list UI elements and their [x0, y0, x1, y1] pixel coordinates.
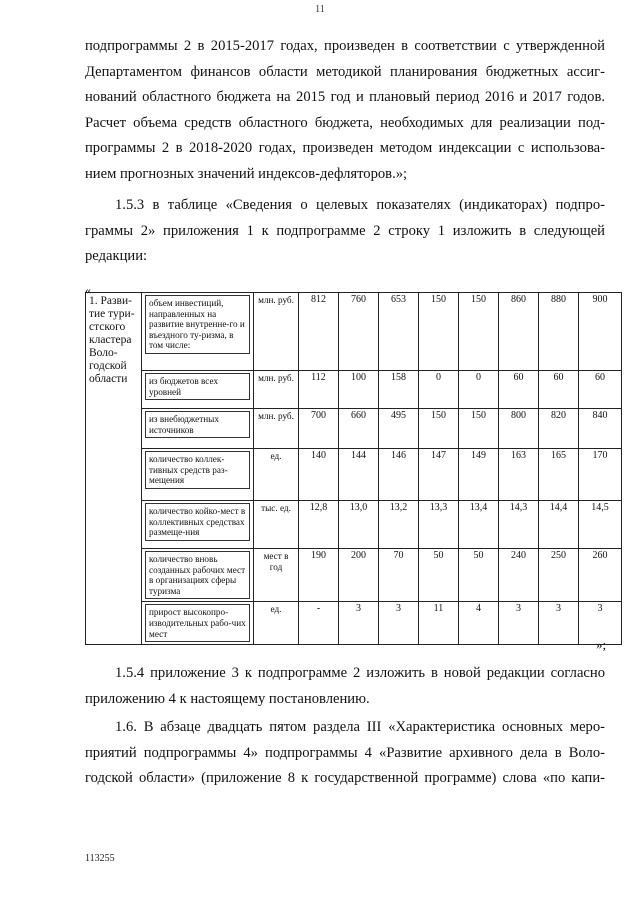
indicator-name: объем инвестиций, направленных на развитие внутренне-го и въездного ту-ризма, в том числе: — [145, 295, 250, 354]
table-row — [86, 293, 622, 371]
value-cell: 653 — [379, 293, 419, 371]
value-cell: 860 — [499, 293, 539, 371]
value-cell: 13,4 — [459, 501, 499, 549]
value-cell: - — [299, 602, 339, 645]
unit-cell: тыс. ед. — [254, 501, 299, 549]
text-line: нований областного бюджета на 2015 год и плановый период 2016 и 2017 годов. — [85, 89, 605, 105]
value-cell: 144 — [339, 449, 379, 501]
value-cell: 660 — [339, 409, 379, 449]
indicator-name-cell — [142, 293, 254, 371]
value-cell: 200 — [339, 549, 379, 602]
text-line: 1.5.4 приложение 3 к подпрограмме 2 изложить в новой редакции согласно — [115, 665, 605, 681]
value-cell: 0 — [419, 371, 459, 409]
text-line: годской области» (приложение 8 к государственной программе) слова «по капи- — [85, 770, 605, 786]
paragraph-funding-method — [85, 34, 605, 187]
text-line: граммы 2» приложения 1 к подпрограмме 2 строку 1 изложить в следующей — [85, 222, 605, 239]
value-cell: 149 — [459, 449, 499, 501]
value-cell: 900 — [579, 293, 622, 371]
value-cell: 165 — [539, 449, 579, 501]
value-cell: 60 — [539, 371, 579, 409]
value-cell: 12,8 — [299, 501, 339, 549]
value-cell: 190 — [299, 549, 339, 602]
value-cell: 150 — [419, 293, 459, 371]
table-open-quote: « — [85, 283, 91, 297]
text-line: 1.6. В абзаце двадцать пятом раздела III «Характеристика основных меро- — [115, 719, 605, 735]
value-cell: 170 — [579, 449, 622, 501]
value-cell: 260 — [579, 549, 622, 602]
text-line: редакции: — [85, 248, 148, 264]
value-cell: 112 — [299, 371, 339, 409]
value-cell: 100 — [339, 371, 379, 409]
paragraph-1-6 — [85, 715, 605, 792]
value-cell: 800 — [499, 409, 539, 449]
value-cell: 820 — [539, 409, 579, 449]
value-cell: 140 — [299, 449, 339, 501]
indicator-name-cell — [142, 371, 254, 409]
indicator-name-cell — [142, 549, 254, 602]
unit-cell: ед. — [254, 449, 299, 501]
value-cell: 50 — [459, 549, 499, 602]
region-label: 1. Разви-тие тури-стского кластера Воло-годской области — [89, 295, 135, 385]
value-cell: 147 — [419, 449, 459, 501]
table-row — [86, 449, 622, 501]
value-cell: 760 — [339, 293, 379, 371]
unit-cell: млн. руб. — [254, 409, 299, 449]
value-cell: 60 — [499, 371, 539, 409]
value-cell: 3 — [379, 602, 419, 645]
value-cell: 4 — [459, 602, 499, 645]
value-cell: 150 — [459, 409, 499, 449]
value-cell: 240 — [499, 549, 539, 602]
value-cell: 840 — [579, 409, 622, 449]
document-code: 113255 — [85, 853, 115, 864]
text-line: подпрограммы 2 в 2015-2017 годах, произведен в соответствии с утвержденной — [85, 38, 605, 54]
value-cell: 150 — [459, 293, 499, 371]
value-cell: 700 — [299, 409, 339, 449]
text-line: нием прогнозных значений индексов-дефляторов.»; — [85, 165, 408, 182]
indicator-name: из внебюджетных источников — [145, 411, 250, 438]
indicator-name-cell — [142, 501, 254, 549]
indicator-name: количество койко-мест в коллективных средствах размеще-ния — [145, 503, 250, 541]
value-cell: 13,3 — [419, 501, 459, 549]
value-cell: 60 — [579, 371, 622, 409]
unit-cell: млн. руб. — [254, 293, 299, 371]
text-line: приложению 4 к настоящему постановлению. — [85, 690, 370, 707]
value-cell: 163 — [499, 449, 539, 501]
paragraph-1-5-3 — [85, 193, 605, 270]
value-cell: 14,5 — [579, 501, 622, 549]
value-cell: 70 — [379, 549, 419, 602]
text-line: Расчет объема средств областного бюджета, необходимых для реализации под- — [85, 114, 605, 131]
page-number: 11 — [315, 4, 325, 15]
table-row — [86, 549, 622, 602]
text-line: приятий подпрограммы 4» подпрограммы 4 «Развитие архивного дела в Воло- — [85, 744, 605, 761]
value-cell: 14,3 — [499, 501, 539, 549]
text-line: Департаментом финансов области методикой планирования бюджетных ассиг- — [85, 63, 605, 80]
value-cell: 0 — [459, 371, 499, 409]
table-closing-mark: »; — [596, 637, 607, 652]
indicator-name: из бюджетов всех уровней — [145, 373, 250, 400]
value-cell: 14,4 — [539, 501, 579, 549]
target-indicators-table — [85, 292, 622, 645]
indicator-name: количество вновь созданных рабочих мест в организациях сферы туризма — [145, 551, 250, 599]
indicator-name: количество коллек-тивных средств раз-мещения — [145, 451, 250, 489]
value-cell: 13,0 — [339, 501, 379, 549]
text-line: программы 2 в 2018-2020 годах, произведен методом индексации с использова- — [85, 140, 605, 156]
value-cell: 50 — [419, 549, 459, 602]
value-cell: 3 — [539, 602, 579, 645]
region-cell — [86, 293, 142, 645]
unit-cell: млн. руб. — [254, 371, 299, 409]
table-row — [86, 602, 622, 645]
table-row — [86, 409, 622, 449]
paragraph-1-5-4 — [85, 661, 605, 712]
value-cell: 13,2 — [379, 501, 419, 549]
indicator-name-cell — [142, 449, 254, 501]
value-cell: 3 — [579, 602, 622, 645]
unit-cell: мест в год — [254, 549, 299, 602]
value-cell: 3 — [339, 602, 379, 645]
value-cell: 250 — [539, 549, 579, 602]
value-cell: 880 — [539, 293, 579, 371]
value-cell: 158 — [379, 371, 419, 409]
value-cell: 11 — [419, 602, 459, 645]
indicator-name-cell — [142, 602, 254, 645]
table-row — [86, 501, 622, 549]
indicator-name: прирост высокопро-изводительных рабо-чих мест — [145, 604, 250, 642]
text-line: 1.5.3 в таблице «Сведения о целевых показателях (индикаторах) подпро- — [115, 197, 605, 213]
unit-cell: ед. — [254, 602, 299, 645]
value-cell: 812 — [299, 293, 339, 371]
value-cell: 3 — [499, 602, 539, 645]
table-row — [86, 371, 622, 409]
value-cell: 495 — [379, 409, 419, 449]
value-cell: 150 — [419, 409, 459, 449]
indicator-name-cell — [142, 409, 254, 449]
value-cell: 146 — [379, 449, 419, 501]
